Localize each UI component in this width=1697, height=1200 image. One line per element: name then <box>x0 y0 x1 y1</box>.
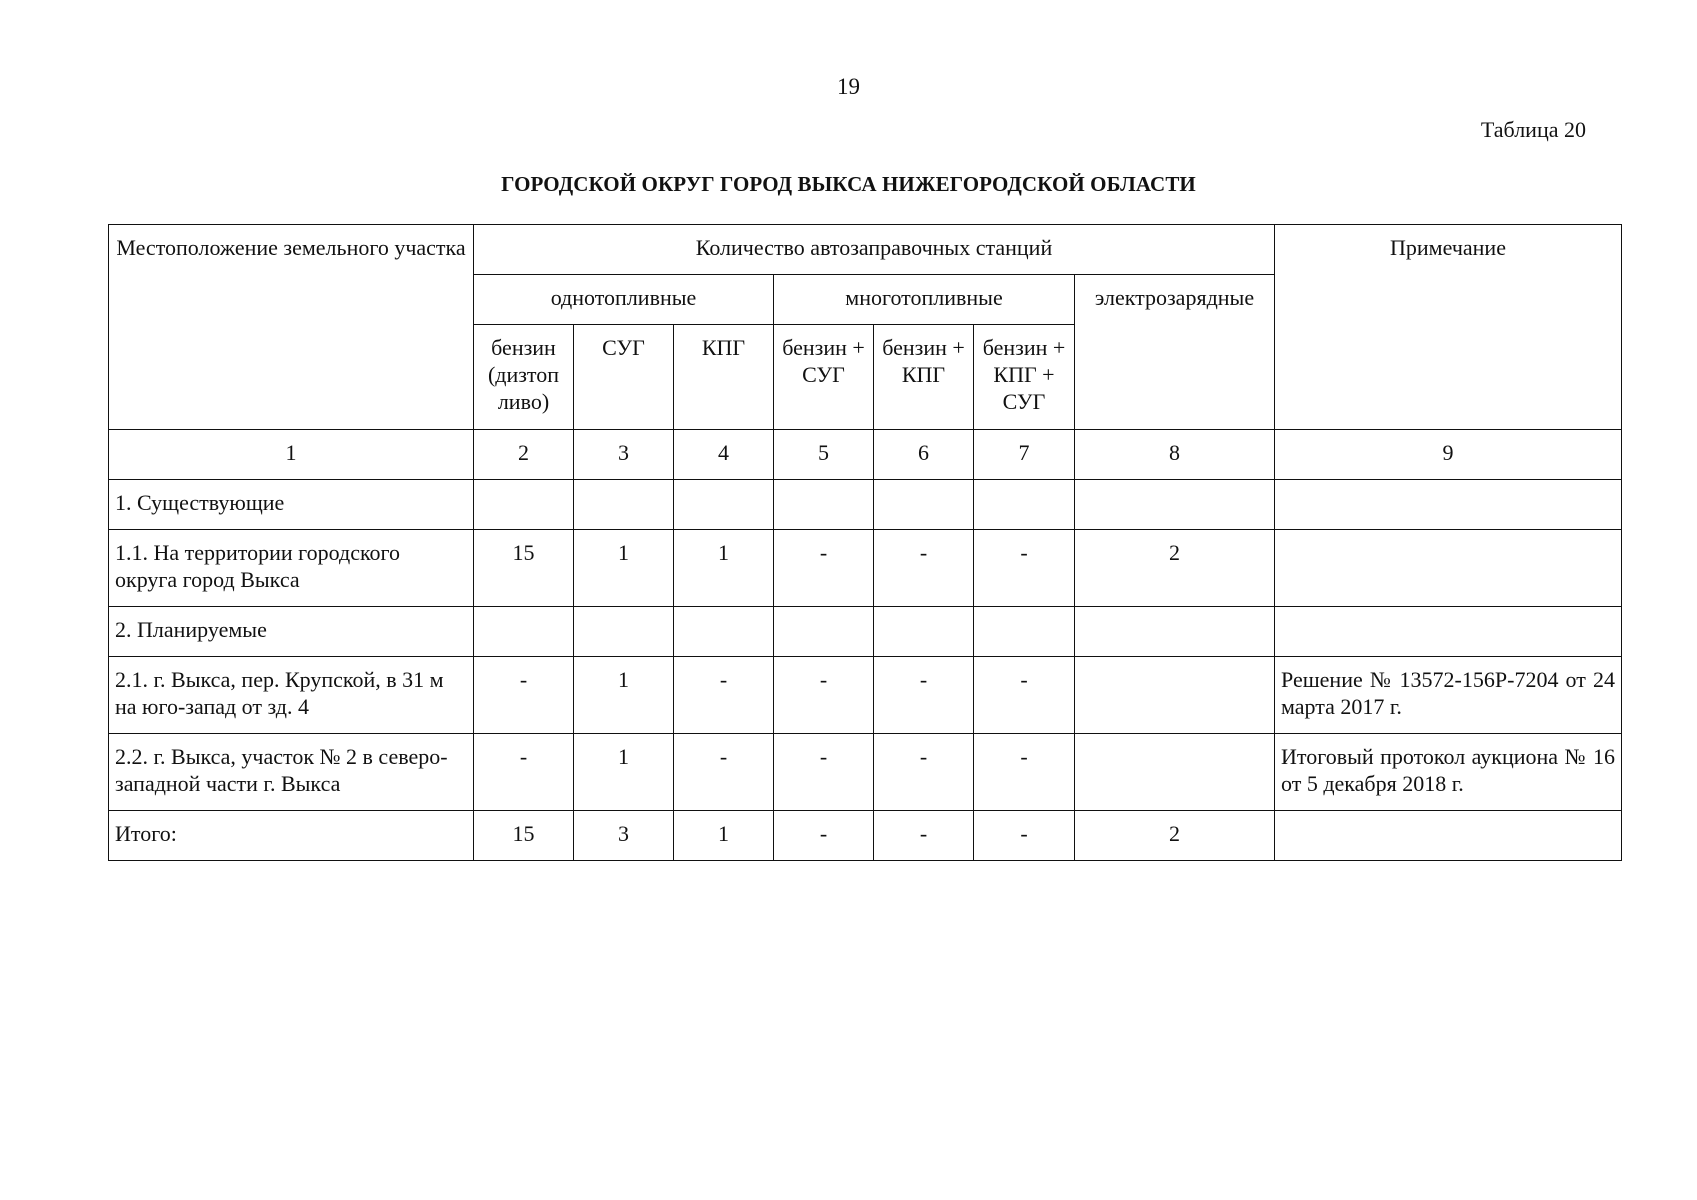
row-cell: 1 <box>574 657 674 734</box>
row-cell: - <box>774 530 874 607</box>
row-cell <box>1075 734 1275 811</box>
row-cell: - <box>474 734 574 811</box>
row-cell <box>774 480 874 530</box>
row-cell: - <box>874 530 974 607</box>
row-cell: - <box>674 734 774 811</box>
row-cell: 1 <box>574 734 674 811</box>
row-cell: 2 <box>1075 530 1275 607</box>
row-cell: 15 <box>474 530 574 607</box>
row-note <box>1275 811 1622 861</box>
row-label: Итого: <box>109 811 474 861</box>
table-label: Таблица 20 <box>1480 117 1586 142</box>
row-cell: - <box>774 811 874 861</box>
row-cell <box>674 607 774 657</box>
row-cell <box>774 607 874 657</box>
row-label: 2.2. г. Выкса, участок № 2 в северо-западной части г. Выкса <box>109 734 474 811</box>
header-sub: СУГ <box>574 325 674 430</box>
header-sub: бензин + СУГ <box>774 325 874 430</box>
header-sub: бензин (дизтоп ливо) <box>474 325 574 430</box>
header-sub: бензин + КПГ + СУГ <box>974 325 1075 430</box>
row-cell <box>974 480 1075 530</box>
header-multi-fuel: многотопливные <box>774 275 1075 325</box>
header-electric: электрозарядные <box>1075 275 1275 430</box>
document-title: ГОРОДСКОЙ ОКРУГ ГОРОД ВЫКСА НИЖЕГОРОДСКОЙ ОБЛАСТИ <box>501 172 1196 196</box>
table-row <box>109 734 1622 811</box>
row-cell: - <box>974 811 1075 861</box>
row-cell <box>574 480 674 530</box>
row-cell: - <box>674 657 774 734</box>
row-label: 2. Планируемые <box>109 607 474 657</box>
row-cell: - <box>974 657 1075 734</box>
row-cell: 1 <box>674 530 774 607</box>
row-cell <box>1075 480 1275 530</box>
row-cell <box>674 480 774 530</box>
header-sub: бензин + КПГ <box>874 325 974 430</box>
column-number: 1 <box>109 430 474 480</box>
row-note: Решение № 13572-156Р-7204 от 24 марта 2017 г. <box>1275 657 1622 734</box>
column-number: 2 <box>474 430 574 480</box>
column-number: 3 <box>574 430 674 480</box>
column-number: 4 <box>674 430 774 480</box>
header-location: Местоположение земельного участка <box>109 225 474 430</box>
page-number: 19 <box>837 74 860 99</box>
row-label: 2.1. г. Выкса, пер. Крупской, в 31 м на юго-запад от зд. 4 <box>109 657 474 734</box>
column-number-row <box>109 430 1622 480</box>
table-row <box>109 480 1622 530</box>
header-note: Примечание <box>1275 225 1622 430</box>
row-note: Итоговый протокол аукциона № 16 от 5 декабря 2018 г. <box>1275 734 1622 811</box>
stations-table <box>108 224 1622 861</box>
row-cell <box>874 480 974 530</box>
row-cell: - <box>874 811 974 861</box>
row-cell: 1 <box>574 530 674 607</box>
row-label: 1. Существующие <box>109 480 474 530</box>
row-cell <box>874 607 974 657</box>
row-cell: - <box>974 530 1075 607</box>
header-sub: КПГ <box>674 325 774 430</box>
column-number: 7 <box>974 430 1075 480</box>
row-note <box>1275 530 1622 607</box>
row-cell: - <box>774 657 874 734</box>
table-row <box>109 607 1622 657</box>
row-cell <box>1075 657 1275 734</box>
row-cell: 1 <box>674 811 774 861</box>
table-row <box>109 657 1622 734</box>
row-cell <box>974 607 1075 657</box>
total-row <box>109 811 1622 861</box>
row-cell: 2 <box>1075 811 1275 861</box>
header-row-1 <box>109 225 1622 275</box>
header-station-count: Количество автозаправочных станций <box>474 225 1275 275</box>
row-note <box>1275 607 1622 657</box>
column-number: 8 <box>1075 430 1275 480</box>
row-label: 1.1. На территории городского округа город Выкса <box>109 530 474 607</box>
row-cell: 3 <box>574 811 674 861</box>
row-cell: - <box>974 734 1075 811</box>
row-note <box>1275 480 1622 530</box>
row-cell <box>1075 607 1275 657</box>
row-cell: - <box>874 657 974 734</box>
table-row <box>109 530 1622 607</box>
row-cell: - <box>774 734 874 811</box>
column-number: 5 <box>774 430 874 480</box>
column-number: 9 <box>1275 430 1622 480</box>
row-cell: - <box>474 657 574 734</box>
row-cell <box>474 480 574 530</box>
header-single-fuel: однотопливные <box>474 275 774 325</box>
row-cell: 15 <box>474 811 574 861</box>
column-number: 6 <box>874 430 974 480</box>
row-cell <box>574 607 674 657</box>
row-cell <box>474 607 574 657</box>
row-cell: - <box>874 734 974 811</box>
